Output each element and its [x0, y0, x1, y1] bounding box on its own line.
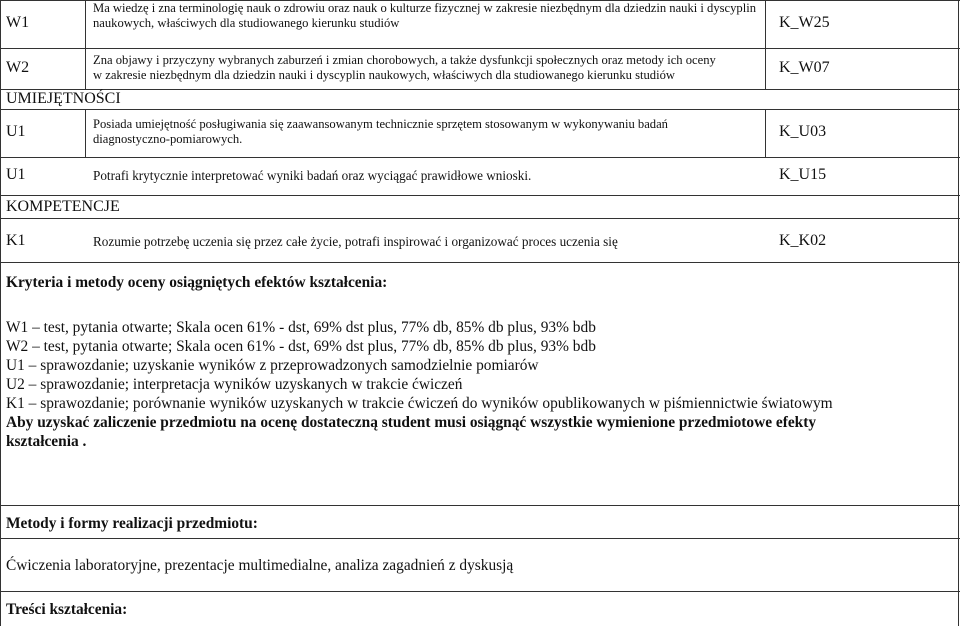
- methods-text: Ćwiczenia laboratoryjne, prezentacje multimedialne, analiza zagadnień z dyskusją: [6, 557, 514, 574]
- row-w2-text: [93, 53, 761, 83]
- rule-methods-bottom: [0, 591, 960, 592]
- criteria-line-u1: U1 – sprawozdanie; uzyskanie wyników z przeprowadzonych samodzielnie pomiarów: [6, 357, 539, 374]
- row-w1-text: [93, 1, 761, 31]
- row-u1a-ref: K_U03: [779, 123, 827, 140]
- criteria-list: [6, 318, 954, 451]
- rule-methods-heading-bottom: [0, 538, 960, 539]
- criteria-pass-line-2: kształcenia .: [6, 433, 87, 450]
- row-k1-code: K1: [6, 232, 26, 249]
- criteria-line-w2: W2 – test, pytania otwarte; Skala ocen 61% - dst, 69% dst plus, 77% db, 85% db plus, 93% bdb: [6, 338, 596, 355]
- row-w2-code: W2: [6, 59, 30, 76]
- row-w2-text-line-2: w zakresie niezbędnym dla dziedzin nauki i dyscyplin naukowych, właściwych dla studiowanego kierunku studiów: [93, 68, 675, 82]
- row-u1a-text-line-1: Posiada umiejętność posługiwania się zaawansowanym technicznie sprzętem stosowanym w wykonywaniu badań: [93, 117, 668, 131]
- rule-left: [0, 0, 1, 626]
- row-u1a-text-line-2: diagnostyczno-pomiarowych.: [93, 132, 243, 146]
- rule-code-col-2: [85, 109, 86, 157]
- criteria-pass-line-1: Aby uzyskać zaliczenie przedmiotu na ocenę dostateczną student musi osiągnąć wszystkie wymienione przedmiotowe efekty: [6, 414, 817, 431]
- rule-u1a-bottom: [0, 157, 960, 158]
- section-competences-label: KOMPETENCJE: [6, 198, 120, 215]
- rule-skills-bottom: [0, 109, 960, 110]
- section-skills-label: UMIEJĘTNOŚCI: [6, 90, 121, 107]
- row-w1-ref: K_W25: [779, 14, 830, 31]
- criteria-line-u2: U2 – sprawozdanie; interpretacja wyników uzyskanych w trakcie ćwiczeń: [6, 376, 463, 393]
- rule-ref-col: [765, 0, 766, 89]
- methods-heading: Metody i formy realizacji przedmiotu:: [6, 515, 258, 532]
- row-u1b-code: U1: [6, 166, 26, 183]
- rule-k1-bottom: [0, 262, 960, 263]
- rule-code-col: [85, 0, 86, 89]
- row-w1-text-line-1: Ma wiedzę i zna terminologię nauk o zdrowiu oraz nauk o kulturze fizycznej w zakresie niezbędnym dla dziedzin nauki i dyscyplin: [93, 1, 757, 15]
- row-w1-text-line-2: naukowych, właściwych dla studiowanego kierunku studiów: [93, 16, 400, 30]
- row-u1a-code: U1: [6, 123, 26, 140]
- rule-w1-bottom: [0, 48, 960, 49]
- row-u1a-text: [93, 117, 761, 147]
- row-k1-ref: K_K02: [779, 232, 827, 249]
- content-heading: Treści kształcenia:: [6, 601, 128, 618]
- row-w2-text-line-1: Zna objawy i przyczyny wybranych zaburzeń i zmian chorobowych, a także dysfunkcji społecznych oraz metody ich oceny: [93, 53, 716, 67]
- row-u1b-ref: K_U15: [779, 166, 827, 183]
- row-w2-ref: K_W07: [779, 59, 830, 76]
- rule-competences-bottom: [0, 218, 960, 219]
- rule-u1b-bottom: [0, 195, 960, 196]
- criteria-heading: Kryteria i metody oceny osiągniętych efektów kształcenia:: [6, 274, 388, 291]
- rule-ref-col-2: [765, 109, 766, 157]
- row-k1-text: Rozumie potrzebę uczenia się przez całe życie, potrafi inspirować i organizować proces uczenia się: [93, 234, 618, 249]
- criteria-line-k1: K1 – sprawozdanie; porównanie wyników uzyskanych w trakcie ćwiczeń do wyników opublikowanych w piśmiennictwie światowym: [6, 395, 833, 412]
- row-w1-code: W1: [6, 14, 30, 31]
- rule-w2-bottom: [0, 89, 960, 90]
- rule-criteria-bottom: [0, 505, 960, 506]
- row-u1b-text: Potrafi krytycznie interpretować wyniki badań oraz wyciągać prawidłowe wnioski.: [93, 168, 532, 183]
- criteria-line-w1: W1 – test, pytania otwarte; Skala ocen 61% - dst, 69% dst plus, 77% db, 85% db plus, 93% bdb: [6, 319, 596, 336]
- rule-right: [958, 0, 959, 626]
